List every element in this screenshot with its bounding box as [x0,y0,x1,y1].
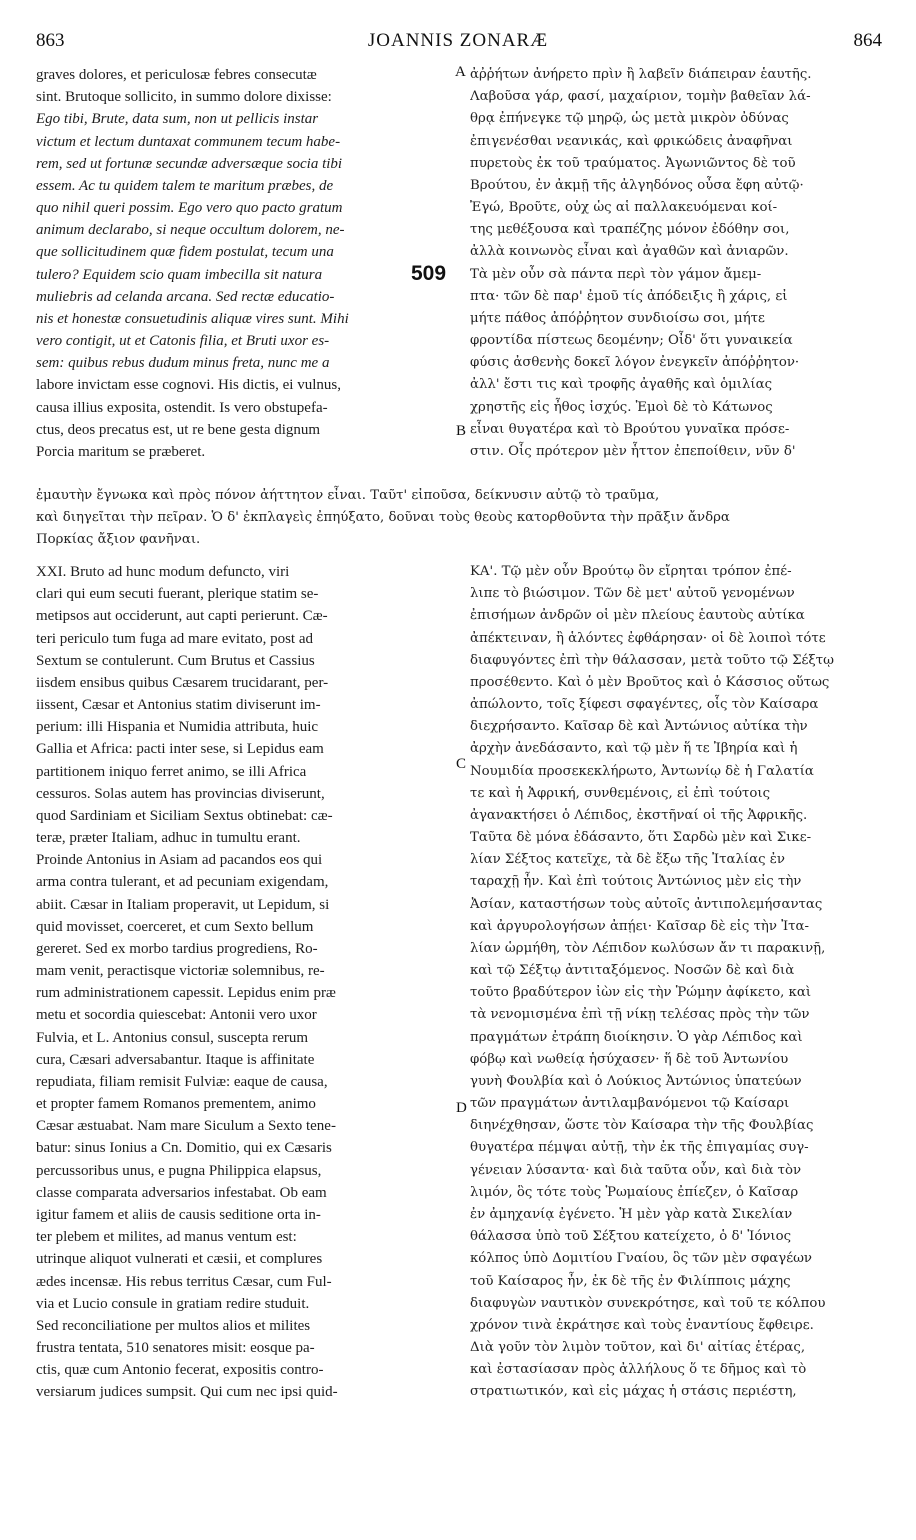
greek-text-line: Βρούτου, ἐν ἀκμῇ τῆς ἀλγηδόνος οὖσα ἔφη αὐτῷ· [470,177,804,193]
greek-column-top [470,64,888,463]
latin-text-line: teri periculo tum fuga ad mare evitato, post ad [36,630,313,647]
greek-text-line: ἐμαυτὴν ἔγνωκα καὶ πρὸς πόνον ἀήττητον εἶναι. Ταῦτ' εἰποῦσα, δείκνυσιν αὐτῷ τὸ τραῦμα, [36,488,660,503]
greek-text-line: τε καὶ ἡ Ἀφρική, συνθεμένοις, εἰ ἐπὶ τούτοις [470,785,771,801]
greek-text-line: λιπε τὸ βιώσιμον. Τῶν δὲ μετ' αὐτοῦ γενομένων [470,586,795,602]
margin-letter-b: B [456,423,467,439]
greek-text-line: Λαβοῦσα γάρ, φασί, μαχαίριον, τομὴν βαθεῖαν λά- [470,89,811,105]
greek-text-line: εἶναι θυγατέρα καὶ τὸ Βρούτου γυναῖκα πρόσε- [470,421,790,437]
margin-page-number-509: 509 [411,262,447,285]
latin-text-line: Gallia et Africa: pacti inter sese, si Lepidus eam [36,741,324,758]
latin-text-line: causa illius exposita, ostendit. Is vero obstupefa- [36,399,328,416]
greek-text-line: στρατιωτικόν, καὶ εἰς μάχας ἡ στάσις περιέστη, [470,1384,797,1400]
latin-text-line: Sed reconciliatione per multos alios et milites [36,1317,311,1334]
latin-text-line: mam venit, peractisque victoriæ solemnibus, re- [36,963,325,980]
greek-text-line: ἀλλ' ἔστι τις καὶ τροφῆς ἀγαθῆς καὶ ὁμιλίας [470,377,773,393]
greek-text-line: γυνὴ Φουλβία καὶ ὁ Λούκιος Ἀντώνιος ὑπατεύων [470,1073,802,1089]
latin-text-line: graves dolores, et periculosæ febres consecutæ [36,67,317,83]
latin-text-line: que sollicitudinem quæ fidem postulat, tecum una [36,244,334,261]
latin-text-line: arma contra tulerant, et ad pecuniam exigendam, [36,874,329,891]
greek-text-line: μήτε πάθος ἀπόῤῥητον συνδιοίσω σοι, μήτε [470,310,765,326]
greek-text-line: λίαν Σέξτος κατεῖχε, τὰ δὲ ἔξω τῆς Ἰταλίας ἐν [470,852,785,868]
latin-text-line: clari qui eum secuti fuerant, plerique statim se- [36,586,319,603]
greek-text-line: ΚΑ'. Τῷ μὲν οὖν Βρούτῳ ὃν εἴρηται τρόπον ἐπέ- [470,564,792,579]
greek-text-line: λιμόν, ὃς τότε τοὺς Ῥωμαίους ἐπίεζεν, ὁ Καῖσαρ [470,1184,799,1200]
latin-text-line: labore invictam esse cognovi. His dictis, ei vulnus, [36,377,341,394]
latin-text-line: batur: sinus Ionius a Cn. Domitio, qui ex Cæsaris [36,1140,332,1157]
greek-text-line: ἀρχὴν ἀνεδάσαντο, καὶ τῷ μὲν ἥ τε Ἰβηρία καὶ ἡ [470,741,798,757]
margin-letter-a: A [455,64,466,80]
latin-text-line: nis et honestæ consuetudinis aliquæ vires sunt. Mihi [36,310,349,327]
latin-text-line: victum et lectum duntaxat communem tecum habe- [36,133,341,150]
latin-text-line: via et Lucio consule in gratiam redire studuit. [36,1295,310,1312]
greek-text-line: θάλασσα ὑπὸ τοῦ Σέξτου κατείχετο, ὁ δ' Ἰόνιος [470,1229,792,1245]
latin-text-line: quod Sardiniam et Siciliam Sextus obtinebat: cæ- [36,807,333,824]
latin-text-line: gereret. Sed ex morbo tardius progrediens, Ro- [36,940,318,957]
greek-text-line: τοῦτο βραδύτερον ἰὼν εἰς τὴν Ῥώμην ἀφίκετο, καὶ [470,985,812,1001]
greek-spanning-lines [36,485,888,552]
greek-text-line: Διὰ γοῦν τὸν λιμὸν τοῦτον, καὶ δι' αἰτίας ἑτέρας, [470,1340,806,1356]
greek-text-line: ἀλλὰ κοινωνὸς εἶναι καὶ ἀγαθῶν καὶ ἀνιαρῶν. [470,244,789,260]
margin-letter-c: C [456,756,467,772]
greek-text-line: καὶ διηγεῖται τὴν πεῖραν. Ὁ δ' ἐκπλαγεὶς ἐπηύξατο, δοῦναι τοὺς θεοὺς κατορθοῦντα τὴν πρᾶξιν ἄνδρα [36,510,730,526]
latin-text-line: metu et socordia quiescebat: Antonii vero uxor [36,1007,317,1024]
latin-text-line: rum administrationem capessit. Lepidus enim præ [36,985,336,1002]
latin-text-line: classe comparata adversarios infestabat. Ob eam [36,1184,327,1201]
latin-text-line: repudiata, filiam remisit Fulviæ: eaque de causa, [36,1073,328,1090]
latin-column-bottom [36,561,456,1404]
latin-text-line: animum declarabo, si neque occultum dolorem, ne- [36,222,345,239]
greek-text-line: ἐπιγενέσθαι νεανικάς, καὶ φρικώδεις ἀναφῆναι [470,133,793,149]
greek-text-line: θυγατέρα πέμψαι αὐτῇ, τὴν ἐκ τῆς ἐπιγαμίας συγ- [470,1140,809,1156]
latin-text-line: Ego tibi, Brute, data sum, non ut pellicis instar [36,111,319,128]
greek-text-line: ἐπισήμων ἀνδρῶν οἱ μὲν πλείους ἑαυτοὺς αὐτίκα [470,608,805,624]
greek-text-line: θρᾳ ἐπήνεγκε τῷ μηρῷ, ὡς μετὰ μικρὸν ὀδύνας [470,111,789,127]
latin-text-line: ctus, deos precatus est, ut re bene gesta dignum [36,421,321,438]
greek-text-line: καὶ ἐστασίασαν πρὸς ἀλλήλους ὅ τε δῆμος καὶ τὸ [470,1362,807,1378]
latin-column-top [36,64,460,463]
latin-text-line: muliebris ad celanda arcana. Sed rectæ educatio- [36,288,335,305]
latin-text-line: ter plebem et milites, ad manus ventum est: [36,1229,297,1246]
greek-text-line: διαφυγόντες ἐπὶ τὴν θάλασσαν, μετὰ τοῦτο τῷ Σέξτῳ [470,652,834,668]
greek-text-line: τὰ νενομισμένα ἐπὶ τῇ νίκῃ τελέσας πρὸς τὴν τῶν [470,1007,810,1023]
latin-text-line: versiarum judices sumpsit. Qui cum nec ipsi quid- [36,1384,338,1401]
greek-text-line: φύσις ἀσθενὴς δοκεῖ λόγον ἐνεγκεῖν ἀπόῤῥητον· [470,355,800,371]
latin-text-line: cura, Cæsari adversabantur. Itaque is affinitate [36,1051,315,1068]
greek-text-line: ἐν ἀμηχανίᾳ ἐγένετο. Ἡ μὲν γὰρ κατὰ Σικελίαν [470,1206,793,1222]
latin-text-line: sem: quibus rebus dudum minus freta, nunc me a [36,355,330,372]
greek-text-line: στιν. Οἷς πρότερον μὲν ἧττον ἐπεποίθειν, νῦν δ' [470,443,796,459]
greek-text-line: Ἐγώ, Βροῦτε, οὐχ ὡς αἱ παλλακευόμεναι κοί- [470,200,778,216]
latin-text-line: utrinque aliquot vulnerati et cæsii, et complures [36,1251,323,1268]
margin-letter-d: D [456,1100,467,1116]
latin-text-line: essem. Ac tu quidem talem te maritum præbes, de [36,177,334,194]
greek-text-line: Νουμιδία προσεκεκλήρωτο, Ἀντωνίῳ δὲ ἡ Γαλατία [470,763,814,779]
latin-text-line: percussoribus unus, e pugna Philippica elapsus, [36,1162,322,1179]
greek-text-line: ἀῤῥήτων ἀνήρετο πρὶν ἢ λαβεῖν διάπειραν ἑαυτῆς. [470,67,812,82]
greek-text-line: Ταῦτα δὲ μόνα ἐδάσαντο, ὅτι Σαρδὼ μὲν καὶ Σικε- [470,830,812,846]
greek-text-line: Ἀσίαν, καταστήσων τοὺς αὐτοῖς ἀντιπολεμήσαντας [470,896,823,912]
latin-text-line: teræ, præter Italiam, adhuc in tumultu erant. [36,830,301,847]
greek-text-line: τῶν πραγμάτων ἀντιλαμβανόμενοι τῷ Καίσαρι [470,1096,790,1112]
running-title: JOANNIS ZONARÆ [367,30,549,51]
greek-text-line: φροντίδα πίστεως δεομένην; Οἶδ' ὅτι γυναικεία [470,333,793,349]
latin-text-line: Fulvia, et L. Antonius consul, suscepta rerum [36,1029,309,1046]
greek-text-line: φόβῳ καὶ νωθείᾳ ἡσύχασεν· ἥ δὲ τοῦ Ἀντωνίου [470,1051,789,1067]
greek-text-line: χρηστῆς εἰς ἦθος ἰσχύς. Ἐμοὶ δὲ τὸ Κάτωνος [470,399,773,415]
greek-text-line: πυρετοὺς ἐκ τοῦ τραύματος. Ἀγωνιῶντος δὲ τοῦ [470,155,796,171]
right-page-number: 864 [853,30,882,51]
latin-text-line: ædes incensæ. His rebus territus Cæsar, cum Ful- [36,1273,332,1290]
latin-text-line: Proinde Antonius in Asiam ad pacandos eos qui [36,852,323,869]
greek-text-line: τοῦ Καίσαρος ἦν, ἐκ δὲ τῆς ἐν Φιλίπποις μάχης [470,1273,791,1289]
greek-text-line: διηνέχθησαν, ὥστε τὸν Καίσαρα τὴν τῆς Φουλβίας [470,1118,814,1134]
greek-text-line: Πορκίας ἄξιον φανῆναι. [36,532,201,548]
latin-text-line: partitionem iniquo ferret animo, se illi Africa [36,763,307,780]
greek-text-line: ἀπέκτειναν, ἢ ἁλόντες ἐφθάρησαν· οἱ δὲ λοιποὶ τότε [470,630,826,646]
latin-text-line: vero contigit, ut et Catonis filia, et Bruti uxor es- [36,333,330,350]
greek-text-line: της μεθέξουσα καὶ τραπέζης μόνον ἐδόθην σοι, [470,222,790,238]
latin-text-line: igitur famem et aliis de causis seditione orta in- [36,1206,321,1223]
latin-text-line: quid movisset, coerceret, et cum Sexto bellum [36,918,314,935]
greek-column-bottom [470,561,890,1404]
latin-text-line: ctis, quæ cum Antonio fecerat, expositis contro- [36,1362,324,1379]
latin-text-line: XXI. Bruto ad hunc modum defuncto, viri [36,564,290,580]
greek-text-line: χρόνον τινὰ ἐκράτησε καὶ τοὺς ἐναντίους ἔφθειρε. [470,1317,814,1333]
greek-text-line: ἀπώλοντο, τοῖς ξίφεσι σφαγέντες, οἷς τὸν Καίσαρα [470,697,819,713]
greek-text-line: προσέθεντο. Καὶ ὁ μὲν Βροῦτος καὶ ὁ Κάσσιος οὕτως [470,674,830,690]
latin-text-line: iisdem ensibus quibus Cæsarem trucidarant, per- [36,674,329,691]
latin-text-line: tulero? Equidem scio quam imbecilla sit natura [36,266,323,283]
latin-text-line: iissent, Cæsar et Antonius statim diviserunt im- [36,697,321,714]
greek-text-line: καὶ τῷ Σέξτῳ ἀντιταξόμενος. Νοσῶν δὲ καὶ διὰ [470,963,795,979]
latin-text-line: perium: illi Hispania et Numidia attributa, huic [36,719,319,736]
greek-text-line: ταραχῇ ἦν. Καὶ ἐπὶ τούτοις Ἀντώνιος μὲν εἰς τὴν [470,874,802,890]
greek-text-line: πτα· τῶν δὲ παρ' ἐμοῦ τίς ἀπόδειξις ἢ χάρις, εἰ [470,288,788,304]
greek-text-line: γένειαν λύσαντα· καὶ διὰ ταῦτα οὖν, καὶ διὰ τὸν [470,1162,802,1178]
greek-text-line: Τὰ μὲν οὖν σὰ πάντα περὶ τὸν γάμον ἄμεμ- [470,266,762,282]
latin-text-line: et propter famem Romanos prementem, animo [36,1096,316,1113]
greek-text-line: πραγμάτων ἐτράπη διοίκησιν. Ὁ γὰρ Λέπιδος καὶ [470,1029,803,1045]
latin-text-line: Sextum se contulerunt. Cum Brutus et Cassius [36,652,315,669]
latin-text-line: sint. Brutoque sollicito, in summo dolore dixisse: [36,89,332,106]
latin-text-line: cessuros. Solas autem has provincias diviserunt, [36,785,325,802]
left-page-number: 863 [36,30,65,51]
greek-text-line: διαφυγὼν ναυτικὸν συνεκρότησε, καὶ τοῦ τε κόλπου [470,1295,826,1311]
greek-text-line: κόλπος ὑπὸ Δομιτίου Γναίου, ὃς τῶν μὲν σφαγέων [470,1251,813,1267]
greek-text-line: διεχρήσαντο. Καῖσαρ δὲ καὶ Ἀντώνιος αὐτίκα τὴν [470,719,808,735]
latin-text-line: quo nihil queri possim. Ego vero quo pacto gratum [36,200,343,217]
latin-text-line: frustra tentata, 510 senatores misit: eosque pa- [36,1340,315,1357]
greek-text-line: λίαν ὡρμήθη, τὸν Λέπιδον κωλύσων ἄν τι παρακινῇ, [470,940,826,956]
greek-text-line: ἀγανακτήσει ὁ Λέπιδος, ἐκστῆναί οἱ τῆς Ἀφρικῆς. [470,807,808,823]
latin-text-line: rem, sed ut fortunæ secundæ adversæque socia tibi [36,155,343,172]
greek-text-line: καὶ ἀργυρολογήσων ἀπῄει· Καῖσαρ δὲ εἰς τὴν Ἰτα- [470,918,809,934]
latin-text-line: metipsos aut occiderunt, aut capti perierunt. Cæ- [36,608,328,625]
latin-text-line: Cæsar æstuabat. Nam mare Siculum a Sexto tene- [36,1118,336,1135]
latin-text-line: abiit. Cæsar in Italiam properavit, ut Lepidum, si [36,896,330,913]
latin-text-line: Porcia maritum se præberet. [36,443,206,460]
